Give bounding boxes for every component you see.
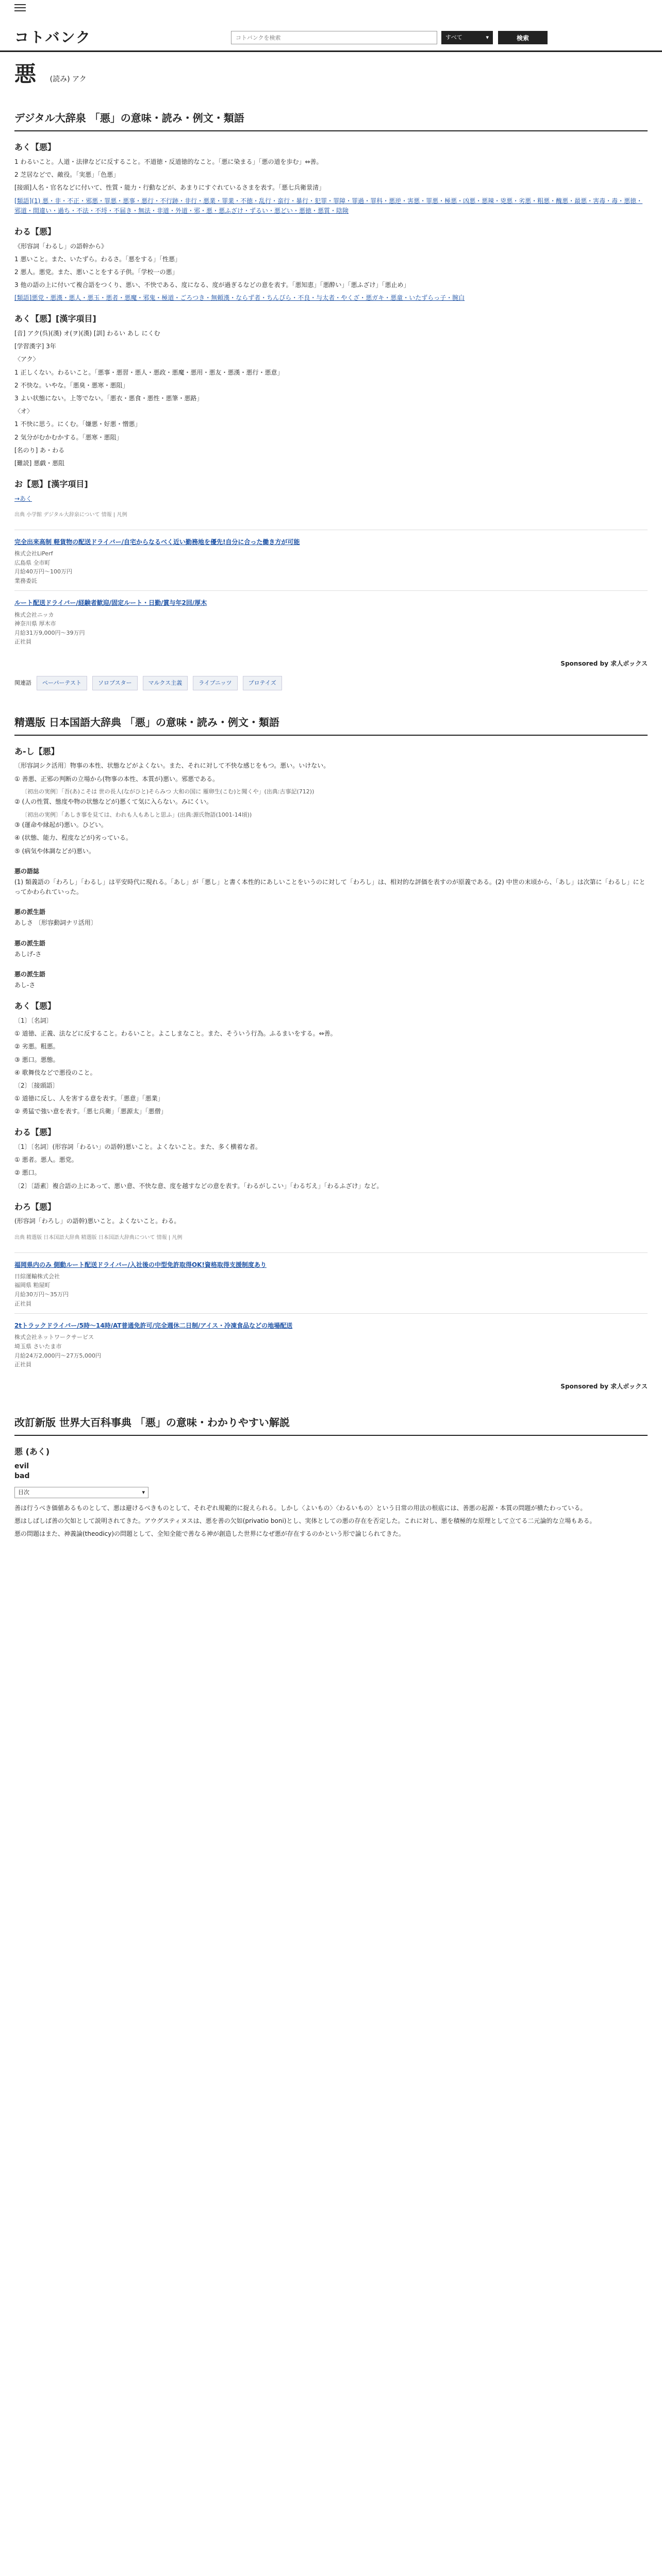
- entry-line: 〔1〕〔名詞〕: [14, 1016, 53, 1024]
- job-ad-employment-type: 正社員: [14, 638, 31, 646]
- entry-heading: あく【悪】: [14, 142, 56, 152]
- entry-line: 悪の問題はまた、神義論(theodicy)の問題として、全知全能で善なる神が創造した世界になぜ悪が存在するのかという形で論じられてきた。: [14, 1530, 405, 1538]
- entry-line: 2 悪人。悪党。また、悪いことをする子供。「学校一の悪」: [14, 268, 178, 276]
- entry-line: 2 芝居などで、敵役。「実悪」「色悪」: [14, 171, 120, 179]
- related-tag[interactable]: プロテイズ: [243, 676, 282, 690]
- toc-label: 目次: [18, 1488, 29, 1496]
- headword-text: 悪: [14, 61, 37, 87]
- headword-reading: (読み) アク: [49, 75, 87, 83]
- table-of-contents-select[interactable]: [14, 1487, 148, 1498]
- job-ad-company: 株式会社LiPerf: [14, 550, 53, 557]
- entry-body: [14, 494, 648, 504]
- entry-line: 悪はしばしば善の欠如として説明されてきた。アウグスティヌスは、悪を善の欠如(privatio boni)とし、実体としての悪の存在を否定した。これに対し、悪を積極的な原理として立てる二元論的な立場もある。: [14, 1517, 596, 1524]
- entry-line: (形容詞「わろし」の語幹)悪いこと。よくないこと。わる。: [14, 1217, 180, 1225]
- derivative-word: あしさ 〔形容動詞ナリ活用〕: [14, 919, 97, 927]
- job-ad-employment-type: 業務委託: [14, 577, 37, 584]
- related-tag[interactable]: ソロプスター: [92, 676, 138, 690]
- entry-line: 1 わるいこと。人道・法律などに反すること。不道徳・反道徳的なこと。「悪に染まる」「悪の道を歩む」⇔善。: [14, 158, 323, 165]
- job-ad[interactable]: [14, 530, 648, 591]
- search-scope-label: すべて: [445, 34, 462, 41]
- entry-body: [14, 329, 648, 468]
- job-ad-title[interactable]: 2tトラックドライバー/5時〜14時/AT普通免許可/完全週休二日制/アイス・冷凍食品などの地場配送: [14, 1322, 293, 1330]
- derivative-word: あし-さ: [14, 981, 36, 989]
- chevron-down-icon: ▾: [142, 1488, 145, 1496]
- entry-line: ① 道徳に反し、人を害する意を表す。「悪意」「悪業」: [14, 1095, 164, 1103]
- search-button[interactable]: 検索: [498, 31, 548, 44]
- derivative-heading: 悪の派生語: [14, 971, 46, 978]
- entry-line: 〔形容詞シク活用〕物事の本性、状態などがよくない。また、それに対して不快な感じをもつ。悪い。いけない。: [14, 762, 330, 770]
- note-body: [14, 877, 648, 897]
- derivative-heading: 悪の派生語: [14, 939, 46, 947]
- entry-line: [難読] 悪戯・悪阻: [14, 459, 65, 467]
- entry-line: 善は行うべき価値あるものとして、悪は避けるべきものとして、それぞれ規範的に捉えられる。しかし〈よいもの〉〈わるいもの〉という日常の用法の根底には、善悪の起源・本質の問題が横たわっている。: [14, 1504, 587, 1512]
- entry-line: [接頭]人名・官名などに付いて、性質・能力・行動などが、あまりにすぐれているさまを表す。「悪七兵衛景清」: [14, 184, 325, 192]
- job-ad-salary: 月給31万9,000円〜39万円: [14, 629, 85, 636]
- main-content: [14, 61, 648, 1539]
- entry-body: [14, 1216, 648, 1226]
- entry-heading: あ-し【悪】: [14, 746, 59, 756]
- citation: 〔初出の実例〕「吾(あ)こそは 世の長人(ながひと)そらみつ 大和の国に 雁卵生(こむ)と聞くや」(出典:古事記(712)): [22, 788, 315, 795]
- job-ad[interactable]: [14, 590, 648, 652]
- entry-body: [14, 242, 648, 303]
- job-ad-title[interactable]: 福岡県内のみ 側動ルート配送ドライバー/入社後の中型免許取得OK!資格取得支援制度あり: [14, 1261, 267, 1268]
- dictionary-title: 改訂新版 世界大百科事典 「悪」の意味・わかりやすい解説: [14, 1406, 648, 1436]
- sponsored-label: Sponsored by 求人ボックス: [560, 660, 648, 668]
- job-ad-location: 福岡県 粕屋町: [14, 1282, 51, 1289]
- entry-line: ② 悪口。: [14, 1169, 41, 1177]
- entry-heading: お【悪】[漢字項目]: [14, 479, 88, 489]
- entry-line: 〔2〕〔接頭語〕: [14, 1081, 59, 1089]
- job-ad-employment-type: 正社員: [14, 1300, 31, 1307]
- entry-line: 1 正しくない。わるいこと。「悪事・悪習・悪人・悪政・悪魔・悪用・悪友・悪漢・悪行・悪意」: [14, 368, 284, 376]
- job-ad-location: 神奈川県 厚木市: [14, 620, 56, 628]
- source-credit: 出典 小学館 デジタル大辞泉について 情報 | 凡例: [14, 512, 127, 518]
- entry-line: ① 善悪、正邪の判断の立場から(物事の本性、本質が)悪い。邪悪である。: [14, 775, 219, 783]
- entry-line: ③ (運命や縁起が)悪い。ひどい。: [14, 821, 107, 829]
- entry-line: ④ (状態、能力、程度などが)劣っている。: [14, 834, 132, 842]
- job-ad-company: 日綜運輸株式会社: [14, 1273, 60, 1280]
- entry-line: 2 気分がむかむかする。「悪寒・悪阻」: [14, 433, 123, 441]
- search-input[interactable]: [231, 31, 437, 44]
- related-terms: [14, 676, 648, 690]
- job-ad-salary: 月給24万2,000円〜27万5,000円: [14, 1352, 101, 1359]
- entry-line: 1 不快に思う。にくむ。「嫌悪・好悪・憎悪」: [14, 420, 141, 428]
- english-term: bad: [14, 1472, 30, 1481]
- entry-line: 3 よい状態にない。上等でない。「悪衣・悪食・悪性・悪筆・悪路」: [14, 394, 203, 402]
- job-ad-salary: 月給30万円〜35万円: [14, 1291, 69, 1298]
- note-text: (1) 類義語の「わろし」「わるし」は平安時代に現れる。「あし」が「悪し」と書く本性的にあしいことをいうのに対して「わろし」は、相対的な評価を表すのが原義である。(2) 中世の末頃から、「あし」は次第に「わるし」にとってかわられていった。: [14, 878, 646, 896]
- entry-body: [14, 1503, 648, 1539]
- dictionary-title: 精選版 日本国語大辞典 「悪」の意味・読み・例文・類語: [14, 706, 648, 736]
- job-ad[interactable]: [14, 1313, 648, 1375]
- entry-line: 〔1〕〔名詞〕(形容詞「わるい」の語幹)悪いこと。よくないこと。また、多く横着な者。: [14, 1143, 262, 1151]
- entry-line: ⑤ (病気や体調などが)悪い。: [14, 847, 95, 855]
- source-credit: 出典 精選版 日本国語大辞典 精選版 日本国語大辞典について 情報 | 凡例: [14, 1234, 183, 1241]
- related-tag[interactable]: ライブニッツ: [193, 676, 237, 690]
- entry-line: [名のり] あ・わる: [14, 446, 65, 454]
- note-heading: 悪の語誌: [14, 867, 40, 875]
- job-ad-location: 広島県 全市町: [14, 559, 51, 566]
- citation: 〔初出の実例〕「あしき事を見ては、われも人もあしと思ふ」(出典:源氏物語(1001-14頃)): [22, 811, 252, 818]
- entry-line: 〈オ〉: [14, 408, 34, 415]
- entry-line: ② 勇猛で強い意を表す。「悪七兵衛」「悪源太」「悪僧」: [14, 1108, 167, 1115]
- cross-reference-link[interactable]: →あく: [14, 495, 32, 502]
- job-ad-location: 埼玉県 さいたま市: [14, 1343, 62, 1350]
- entry-body: [14, 157, 648, 216]
- dictionary-title: デジタル大辞泉 「悪」の意味・読み・例文・類語: [14, 101, 648, 131]
- job-ad-employment-type: 正社員: [14, 1361, 31, 1368]
- entry-line: 2 不快な。いやな。「悪臭・悪寒・悪阻」: [14, 381, 129, 389]
- entry-line: 〔2〕〔語素〕複合語の上にあって、悪い意、不快な意、度を越すなどの意を表す。「わるがしこい」「わるぢえ」「わるふざけ」など。: [14, 1182, 383, 1190]
- entry-line: [学習漢字] 3年: [14, 343, 56, 350]
- entry-heading: わる【悪】: [14, 226, 56, 236]
- entry-line: ② 劣悪。粗悪。: [14, 1043, 59, 1050]
- entry-line: ③ 悪口。悪態。: [14, 1056, 59, 1063]
- entry-line: ① 道徳、正義、法などに反すること。わるいこと。よこしまなこと。また、そういう行為。ふるまいをする。⇔善。: [14, 1030, 337, 1038]
- entry-line: [音] アク(呉)(漢) オ(ヲ)(漢) [訓] わるい あし にくむ: [14, 330, 160, 337]
- search-bar: [0, 25, 662, 52]
- entry-line: 〈アク〉: [14, 355, 39, 363]
- entry-line: 1 悪いこと。また、いたずら。わるさ。「悪をする」「性悪」: [14, 255, 181, 263]
- job-ad-company: 株式会社ネットワークサービス: [14, 1334, 94, 1341]
- entry-line: 《形容詞「わるし」の語幹から》: [14, 242, 108, 250]
- related-tag[interactable]: ペーパーテスト: [37, 676, 87, 690]
- page-headword: [14, 61, 648, 87]
- search-scope-select[interactable]: [441, 31, 493, 44]
- related-tag[interactable]: マルクス主義: [143, 676, 188, 690]
- entry-body: [14, 1142, 648, 1191]
- entry-line: ④ 歌舞伎などで悪役のこと。: [14, 1069, 96, 1076]
- chevron-down-icon: ▾: [486, 34, 489, 41]
- hamburger-menu-icon[interactable]: [14, 4, 26, 11]
- entry-heading: わろ【悪】: [14, 1201, 56, 1212]
- synonym-links[interactable]: [類語](1) 悪・非・不正・邪悪・罪悪・悪事・悪行・不行跡・非行・悪業・罪業・不徳・乱行・蛮行・暴行・犯罪・罪障・罪過・罪科・悪逆・害悪・罪悪・極悪・凶悪・悪辣・兇悪・劣悪・粗悪・醜悪・最悪・害毒・毒・悪徳・邪道・間違い・過ち・不法・不埒・不届き・無法・非道・外道・邪・悪・悪ふざけ・ずるい・悪どい・悪徳・悪質・陰険: [14, 197, 643, 214]
- sponsored-label: Sponsored by 求人ボックス: [560, 1382, 648, 1390]
- entry-body: [14, 1016, 648, 1117]
- job-ad[interactable]: [14, 1252, 648, 1314]
- entry-heading: あく【悪】: [14, 1001, 56, 1011]
- job-ad-title[interactable]: ルート配送ドライバー/経験者歓迎/固定ルート・日勤/賞与年2回/厚木: [14, 599, 207, 607]
- entry-heading: あく【悪】[漢字項目]: [14, 314, 96, 324]
- entry-line: ② (人の性質、態度や物の状態などが)悪くて気に入らない。みにくい。: [14, 798, 212, 806]
- synonym-links[interactable]: [類語]悪党・悪漢・悪人・悪玉・悪者・悪魔・邪鬼・極道・ごろつき・無頼漢・ならず者・ちんぴら・不良・与太者・やくざ・悪ガキ・悪童・いたずらっ子・腕白: [14, 294, 465, 302]
- job-ad-company: 株式会社ニッカ: [14, 611, 54, 618]
- derivative-word: あしげ-さ: [14, 950, 42, 958]
- entry-body: [14, 761, 648, 856]
- entry-heading: 悪 (あく): [14, 1446, 50, 1456]
- job-ad-salary: 月給40万円〜100万円: [14, 568, 72, 575]
- derivative-heading: 悪の派生語: [14, 908, 46, 916]
- entry-heading: わる【悪】: [14, 1127, 56, 1138]
- related-label: 関連語: [14, 680, 31, 687]
- site-logo[interactable]: コトバンク: [14, 28, 91, 46]
- entry-line: ① 悪者。悪人。悪党。: [14, 1156, 78, 1164]
- global-header: [0, 0, 662, 25]
- entry-line: 3 他の語の上に付いて複合語をつくり、悪い、不快である、度になる、度が過ぎるなどの意を表す。「悪知恵」「悪酔い」「悪ふざけ」「悪止め」: [14, 281, 410, 289]
- job-ad-title[interactable]: 完全出来高制 軽貨物の配送ドライバー/自宅からなるべく近い勤務地を優先!自分に合った働き方が可能: [14, 538, 300, 546]
- english-term: evil: [14, 1462, 29, 1470]
